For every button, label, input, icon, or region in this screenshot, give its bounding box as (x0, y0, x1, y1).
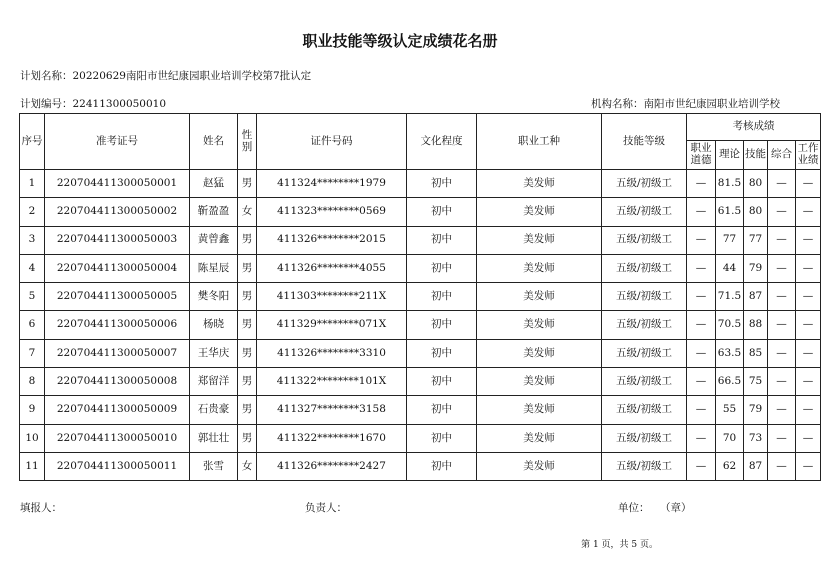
cell-exam-no: 220704411300050003 (45, 226, 190, 254)
table-row (20, 424, 821, 452)
cell-exam-no: 220704411300050009 (45, 396, 190, 424)
cell-gender: 男 (238, 424, 257, 452)
cell-exam-no: 220704411300050006 (45, 311, 190, 339)
cell-seq: 4 (20, 254, 45, 282)
cell-id-no: 411327********3158 (257, 396, 407, 424)
cell-level: 五级/初级工 (602, 170, 687, 198)
score-roster-table (19, 113, 821, 481)
cell-theory: 71.5 (716, 283, 744, 311)
plan-name: 计划名称：20220629南阳市世纪康园职业培训学校第7批认定 (20, 70, 312, 82)
cell-ethics: — (687, 396, 716, 424)
cell-work: — (796, 198, 821, 226)
cell-exam-no: 220704411300050010 (45, 424, 190, 452)
cell-skill: 85 (744, 339, 768, 367)
cell-exam-no: 220704411300050005 (45, 283, 190, 311)
cell-occupation: 美发师 (477, 283, 602, 311)
cell-seq: 1 (20, 170, 45, 198)
header-name: 姓名 (190, 114, 238, 170)
cell-ethics: — (687, 170, 716, 198)
unit-label: 单位： (618, 502, 650, 514)
cell-overall: — (768, 424, 796, 452)
cell-overall: — (768, 452, 796, 480)
cell-skill: 77 (744, 226, 768, 254)
cell-work: — (796, 254, 821, 282)
cell-seq: 11 (20, 452, 45, 480)
cell-level: 五级/初级工 (602, 311, 687, 339)
cell-gender: 男 (238, 226, 257, 254)
cell-skill: 80 (744, 170, 768, 198)
table-row (20, 368, 821, 396)
cell-overall: — (768, 396, 796, 424)
organization-name: 机构名称：南阳市世纪康园职业培训学校 (591, 98, 780, 110)
cell-theory: 55 (716, 396, 744, 424)
cell-gender: 男 (238, 283, 257, 311)
cell-work: — (796, 226, 821, 254)
table-row (20, 311, 821, 339)
cell-name: 郑留洋 (190, 368, 238, 396)
cell-theory: 62 (716, 452, 744, 480)
cell-ethics: — (687, 226, 716, 254)
cell-id-no: 411322********101X (257, 368, 407, 396)
cell-level: 五级/初级工 (602, 368, 687, 396)
cell-id-no: 411322********1670 (257, 424, 407, 452)
cell-skill: 75 (744, 368, 768, 396)
cell-theory: 63.5 (716, 339, 744, 367)
cell-seq: 3 (20, 226, 45, 254)
table-row (20, 254, 821, 282)
cell-occupation: 美发师 (477, 396, 602, 424)
cell-skill: 88 (744, 311, 768, 339)
cell-name: 陈星辰 (190, 254, 238, 282)
cell-name: 樊冬阳 (190, 283, 238, 311)
cell-theory: 61.5 (716, 198, 744, 226)
cell-id-no: 411329********071X (257, 311, 407, 339)
cell-id-no: 411326********2015 (257, 226, 407, 254)
cell-id-no: 411326********4055 (257, 254, 407, 282)
header-row (20, 114, 821, 141)
table-row (20, 339, 821, 367)
cell-level: 五级/初级工 (602, 452, 687, 480)
cell-name: 赵猛 (190, 170, 238, 198)
cell-level: 五级/初级工 (602, 254, 687, 282)
cell-theory: 44 (716, 254, 744, 282)
cell-level: 五级/初级工 (602, 396, 687, 424)
cell-name: 杨晓 (190, 311, 238, 339)
header-education: 文化程度 (407, 114, 477, 170)
header-work: 工作业绩 (796, 141, 821, 170)
cell-theory: 77 (716, 226, 744, 254)
cell-id-no: 411323********0569 (257, 198, 407, 226)
stamp-label: （章） (660, 502, 692, 514)
cell-seq: 7 (20, 339, 45, 367)
cell-ethics: — (687, 283, 716, 311)
header-overall: 综合 (768, 141, 796, 170)
cell-ethics: — (687, 198, 716, 226)
cell-occupation: 美发师 (477, 170, 602, 198)
cell-overall: — (768, 170, 796, 198)
header-occupation: 职业工种 (477, 114, 602, 170)
cell-skill: 87 (744, 452, 768, 480)
cell-occupation: 美发师 (477, 311, 602, 339)
header-gender: 性别 (238, 114, 257, 170)
cell-work: — (796, 283, 821, 311)
cell-work: — (796, 396, 821, 424)
cell-ethics: — (687, 424, 716, 452)
header-theory: 理论 (716, 141, 744, 170)
table-row (20, 226, 821, 254)
cell-education: 初中 (407, 339, 477, 367)
header-ethics: 职业道德 (687, 141, 716, 170)
table-row (20, 170, 821, 198)
cell-name: 靳盈盈 (190, 198, 238, 226)
cell-overall: — (768, 368, 796, 396)
cell-theory: 70 (716, 424, 744, 452)
cell-work: — (796, 452, 821, 480)
plan-number: 计划编号：22411300050010 (20, 98, 167, 110)
cell-level: 五级/初级工 (602, 198, 687, 226)
header-scores-group: 考核成绩 (687, 114, 821, 141)
cell-education: 初中 (407, 368, 477, 396)
cell-work: — (796, 424, 821, 452)
cell-exam-no: 220704411300050007 (45, 339, 190, 367)
cell-education: 初中 (407, 396, 477, 424)
cell-seq: 9 (20, 396, 45, 424)
cell-level: 五级/初级工 (602, 424, 687, 452)
cell-seq: 10 (20, 424, 45, 452)
cell-skill: 79 (744, 396, 768, 424)
cell-overall: — (768, 283, 796, 311)
cell-overall: — (768, 226, 796, 254)
cell-gender: 男 (238, 396, 257, 424)
cell-overall: — (768, 311, 796, 339)
cell-theory: 81.5 (716, 170, 744, 198)
cell-skill: 80 (744, 198, 768, 226)
header-id-no: 证件号码 (257, 114, 407, 170)
cell-overall: — (768, 339, 796, 367)
cell-skill: 87 (744, 283, 768, 311)
cell-ethics: — (687, 311, 716, 339)
cell-exam-no: 220704411300050008 (45, 368, 190, 396)
cell-education: 初中 (407, 283, 477, 311)
cell-education: 初中 (407, 254, 477, 282)
cell-occupation: 美发师 (477, 368, 602, 396)
cell-id-no: 411326********3310 (257, 339, 407, 367)
cell-theory: 70.5 (716, 311, 744, 339)
cell-name: 张雪 (190, 452, 238, 480)
page-title: 职业技能等级认定成绩花名册 (302, 32, 498, 50)
cell-occupation: 美发师 (477, 452, 602, 480)
cell-ethics: — (687, 368, 716, 396)
cell-seq: 5 (20, 283, 45, 311)
cell-ethics: — (687, 339, 716, 367)
cell-exam-no: 220704411300050001 (45, 170, 190, 198)
cell-name: 王华庆 (190, 339, 238, 367)
page-indicator: 第 1 页，共 5 页。 (581, 540, 658, 550)
cell-education: 初中 (407, 226, 477, 254)
cell-education: 初中 (407, 311, 477, 339)
header-seq: 序号 (20, 114, 45, 170)
cell-gender: 男 (238, 311, 257, 339)
supervisor-label: 负责人： (305, 502, 347, 514)
cell-occupation: 美发师 (477, 254, 602, 282)
header-exam-no: 准考证号 (45, 114, 190, 170)
cell-level: 五级/初级工 (602, 226, 687, 254)
cell-work: — (796, 311, 821, 339)
cell-gender: 男 (238, 254, 257, 282)
cell-occupation: 美发师 (477, 226, 602, 254)
cell-gender: 女 (238, 452, 257, 480)
header-level: 技能等级 (602, 114, 687, 170)
cell-ethics: — (687, 254, 716, 282)
cell-education: 初中 (407, 170, 477, 198)
table-row (20, 396, 821, 424)
cell-seq: 6 (20, 311, 45, 339)
cell-education: 初中 (407, 198, 477, 226)
table-row (20, 198, 821, 226)
cell-skill: 79 (744, 254, 768, 282)
cell-seq: 8 (20, 368, 45, 396)
cell-theory: 66.5 (716, 368, 744, 396)
cell-name: 郭壮壮 (190, 424, 238, 452)
cell-exam-no: 220704411300050011 (45, 452, 190, 480)
cell-overall: — (768, 254, 796, 282)
cell-id-no: 411324********1979 (257, 170, 407, 198)
cell-exam-no: 220704411300050002 (45, 198, 190, 226)
cell-name: 黄曾鑫 (190, 226, 238, 254)
cell-name: 石贵豪 (190, 396, 238, 424)
cell-occupation: 美发师 (477, 424, 602, 452)
filler-label: 填报人： (20, 502, 62, 514)
cell-education: 初中 (407, 424, 477, 452)
cell-level: 五级/初级工 (602, 339, 687, 367)
cell-seq: 2 (20, 198, 45, 226)
cell-gender: 女 (238, 198, 257, 226)
cell-work: — (796, 170, 821, 198)
cell-gender: 男 (238, 170, 257, 198)
cell-ethics: — (687, 452, 716, 480)
cell-skill: 73 (744, 424, 768, 452)
cell-id-no: 411303********211X (257, 283, 407, 311)
cell-work: — (796, 339, 821, 367)
cell-occupation: 美发师 (477, 339, 602, 367)
cell-overall: — (768, 198, 796, 226)
cell-occupation: 美发师 (477, 198, 602, 226)
cell-education: 初中 (407, 452, 477, 480)
cell-id-no: 411326********2427 (257, 452, 407, 480)
cell-work: — (796, 368, 821, 396)
table-row (20, 452, 821, 480)
cell-exam-no: 220704411300050004 (45, 254, 190, 282)
table-row (20, 283, 821, 311)
cell-gender: 男 (238, 339, 257, 367)
cell-gender: 男 (238, 368, 257, 396)
cell-level: 五级/初级工 (602, 283, 687, 311)
header-skill: 技能 (744, 141, 768, 170)
